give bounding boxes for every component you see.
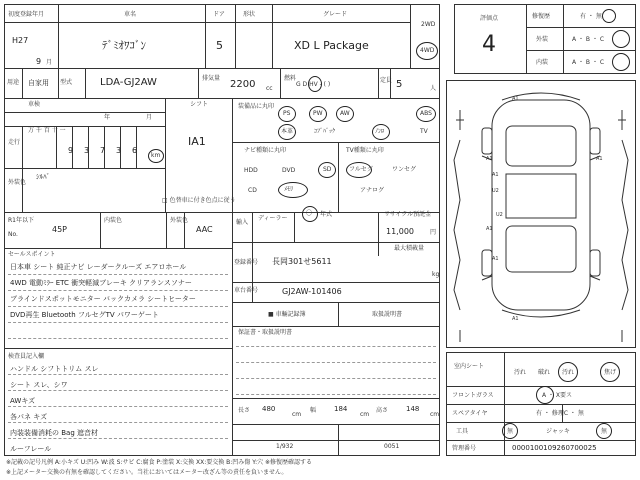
repair-title: 検査員記入欄 [8, 353, 45, 360]
fuel-diesel-circle [308, 76, 322, 92]
color-value: ｼﾙﾊﾞ [36, 173, 50, 181]
seat-option-4: 焦げ [604, 369, 617, 376]
doors-label: ドア [213, 11, 225, 18]
recycle-label: リサイクル預託金 [384, 211, 432, 218]
repair-none-circle [602, 9, 616, 23]
interior-grade-options: A ・ B ・ C [572, 59, 605, 66]
inspection-label: 車検 [28, 101, 41, 108]
nav-title: ナビ種類に丸印 [244, 147, 287, 154]
nav-dvd: DVD [282, 167, 296, 174]
sales-line-2: 4WD 電動ﾐﾗｰ ETC 衝突軽減ブレーキ クリアランスソナー [10, 279, 192, 287]
exterior-color-label: 外装色 [170, 217, 189, 224]
seat-option-1: 汚れ [514, 369, 527, 376]
length-label: 長さ [238, 407, 251, 414]
fuel-label: 燃料 [284, 75, 297, 82]
use-value: 自家用 [28, 79, 49, 87]
sales-line-1: 日本車 シート 純正ナビ レーダークルーズ エアロホール [10, 263, 187, 271]
spare-label: スペアタイヤ [452, 410, 488, 417]
repair-line-5: 内装装備消耗の Bag 遮音材 [10, 429, 98, 437]
car-name-label: 車名 [124, 11, 137, 18]
equip-cob: ｺﾌﾞﾊﾞｯｸ [314, 128, 336, 135]
width-unit: cm [360, 411, 370, 418]
doors-value: 5 [216, 39, 223, 52]
diag-label-5: A1 [486, 226, 493, 232]
repair-line-1: ハンドル シフトトリム スレ [10, 365, 99, 373]
shape-label: 形状 [243, 11, 256, 18]
capacity-label: 定員 [380, 77, 393, 84]
drive-2wd-label: 2WD [421, 21, 436, 28]
glass-label: フロントガラス [452, 392, 494, 399]
sales-points-title: セールスポイント [8, 251, 56, 258]
glass-options: A ・ X要ス [542, 392, 573, 399]
mileage-digit-4: 3 [116, 146, 122, 155]
capacity-unit: 人 [430, 85, 437, 92]
no-value: 45P [52, 225, 68, 234]
model-label: 型式 [60, 79, 73, 86]
repair-history-options: 有 ・ 無 [580, 13, 602, 20]
repair-line-3: AWキズ [10, 397, 36, 405]
color-change-note: □ 色替車に付き色点に従う [162, 197, 236, 204]
mileage-digit-2: 3 [84, 146, 90, 155]
equip-abs: ABS [420, 110, 432, 117]
seat-label: 室内シート [454, 363, 485, 370]
dealer-label: ディーラー [258, 215, 288, 222]
recycle-value: 11,000 [386, 227, 414, 236]
equip-ps: PS [283, 110, 291, 117]
code1-label: 1/932 [276, 443, 294, 450]
equipment-title: 装備品に丸印 [238, 103, 275, 110]
tv-analog: アナログ [360, 187, 385, 194]
recycle-note-label: R1年以下 [8, 217, 34, 224]
interior-grade-label: 内装 [536, 59, 549, 66]
reg-date-label: 初度登録年月 [8, 11, 45, 18]
aac-value: AAC [196, 225, 213, 234]
exterior-grade-options: A ・ B ・ C [572, 36, 605, 43]
drive-4wd-label: 4WD [420, 47, 435, 54]
plate-value: 長岡301せ5611 [272, 257, 332, 266]
load-unit: kg [432, 271, 440, 278]
car-damage-diagram [446, 80, 636, 348]
diag-label-9: A1 [512, 316, 519, 322]
model-year-label: 年式 [320, 211, 333, 218]
nav-memory: ﾒﾓﾘ [284, 186, 294, 193]
mileage-digit-3: 7 [100, 146, 106, 155]
mileage-digit-5: 6 [132, 146, 138, 155]
tools-value: 無 [507, 428, 514, 435]
equip-pw: PW [313, 110, 323, 117]
displacement-unit: cc [266, 85, 273, 92]
width-value: 184 [334, 405, 348, 413]
warranty-label: 保証書・取扱説明書 [238, 329, 293, 336]
repair-history-label: 修復歴 [532, 13, 551, 20]
interior-color-label: 内装色 [104, 217, 123, 224]
shift-label: シフト [190, 101, 209, 108]
car-name-value: ﾃﾞﾐｵﾜｺﾞﾝ [102, 39, 146, 52]
capacity-value: 5 [396, 79, 403, 90]
height-label: 高さ [376, 407, 389, 414]
month-label: 月 [146, 114, 153, 121]
diag-label-4: A1 [492, 172, 499, 178]
mileage-digit-1: 9 [68, 146, 74, 155]
reg-month-suffix: 月 [46, 59, 53, 66]
width-label: 幅 [310, 407, 317, 414]
km-unit-label: km [151, 152, 161, 159]
mgmt-label: 管理番号 [452, 445, 477, 452]
score-value: 4 [482, 32, 496, 57]
length-unit: cm [292, 411, 302, 418]
dealer-mark: 〇 [306, 210, 313, 217]
color-label: 外装色 [8, 179, 27, 186]
exterior-grade-label: 外装 [536, 36, 549, 43]
use-label: 用途 [7, 79, 20, 86]
mgmt-value: 0000100109260700025 [512, 444, 597, 452]
repair-line-6: ルーフレール [10, 445, 52, 453]
nav-cd: CD [248, 187, 257, 194]
manual-label: 取扱説明書 [372, 311, 403, 318]
seat-option-2: 破れ [538, 369, 551, 376]
sales-line-4: DVD再生 Bluetooth フルセグTV パワーゲート [10, 311, 159, 319]
place-label: 万 千 百 十 一 [28, 127, 66, 134]
interior-c-circle [612, 53, 630, 71]
displacement-value: 2200 [230, 79, 256, 90]
reg-month-value: 9 [36, 57, 42, 66]
equip-leather: 本革 [281, 128, 294, 135]
spare-options: 有 ・ 修理C ・ 無 [536, 410, 584, 417]
import-label: 輸入 [236, 219, 249, 226]
grade-value: XD L Package [294, 39, 369, 52]
equip-aw: AW [340, 110, 350, 117]
footer-line-2: ※上記メーター交換の有無を確認してください。当社においてはメーター改ざん等の責任を負いません。 [6, 469, 288, 476]
grade-label: グレード [323, 11, 348, 18]
displacement-label: 排気量 [202, 75, 221, 82]
exterior-c-circle [612, 30, 630, 48]
sales-line-3: ブラインドスポットモニター バックカメラ シートヒーター [10, 295, 196, 303]
tv-title: TV種類に丸印 [346, 147, 384, 154]
jack-label: ジャッキ [546, 428, 570, 435]
length-value: 480 [262, 405, 276, 413]
seat-option-3: 汚れ [562, 369, 575, 376]
reg-date-value: H27 [12, 36, 29, 45]
code2-label: 0051 [384, 443, 400, 450]
jack-value: 無 [601, 428, 608, 435]
diag-label-3: A1 [596, 156, 603, 162]
diag-label-8: A1 [492, 256, 499, 262]
diag-label-1: A1 [512, 96, 519, 102]
nav-hdd: HDD [244, 167, 258, 174]
repair-line-4: 各パネ キズ [10, 413, 48, 421]
diag-label-7: U2 [496, 212, 503, 218]
fuel-options: G D HV - ( ) [296, 81, 331, 88]
load-label: 最大積載量 [394, 245, 425, 252]
height-unit: cm [430, 411, 440, 418]
repair-line-2: シート スレ、シワ [10, 381, 68, 389]
tv-oneseg: ワンセグ [392, 166, 417, 173]
chassis-value: GJ2AW-101406 [282, 287, 342, 296]
footer-line-1: ※記載の記号凡例 A:小キズ U:凹み W:波 S:サビ C:腐食 P:塗装 X:交換 XX:要交換 B:凹み傷 Y:穴 ※修復歴確認する [6, 459, 313, 466]
distance-label: 走行 [8, 139, 21, 146]
equip-tv: TV [420, 128, 428, 135]
record-label: ■ 車輛記録簿 [268, 311, 306, 318]
equip-sr: ﾉﾝﾛ [375, 128, 385, 135]
nav-sd: SD [323, 166, 332, 173]
shift-value: IA1 [188, 135, 206, 148]
no-label: No. [8, 231, 18, 238]
sheet-border [4, 4, 440, 456]
score-title: 評価点 [480, 15, 499, 22]
year-label: 年 [104, 114, 111, 121]
model-value: LDA-GJ2AW [100, 77, 157, 88]
diag-label-6: U2 [492, 188, 499, 194]
height-value: 148 [406, 405, 420, 413]
tools-label: 工具 [456, 428, 469, 435]
chassis-label: 車台番号 [234, 287, 259, 294]
tv-fullseg: フルセグ [349, 166, 373, 173]
recycle-unit: 円 [430, 229, 437, 236]
diag-label-2: A1 [486, 156, 493, 162]
plate-label: 登録番号 [234, 259, 259, 266]
